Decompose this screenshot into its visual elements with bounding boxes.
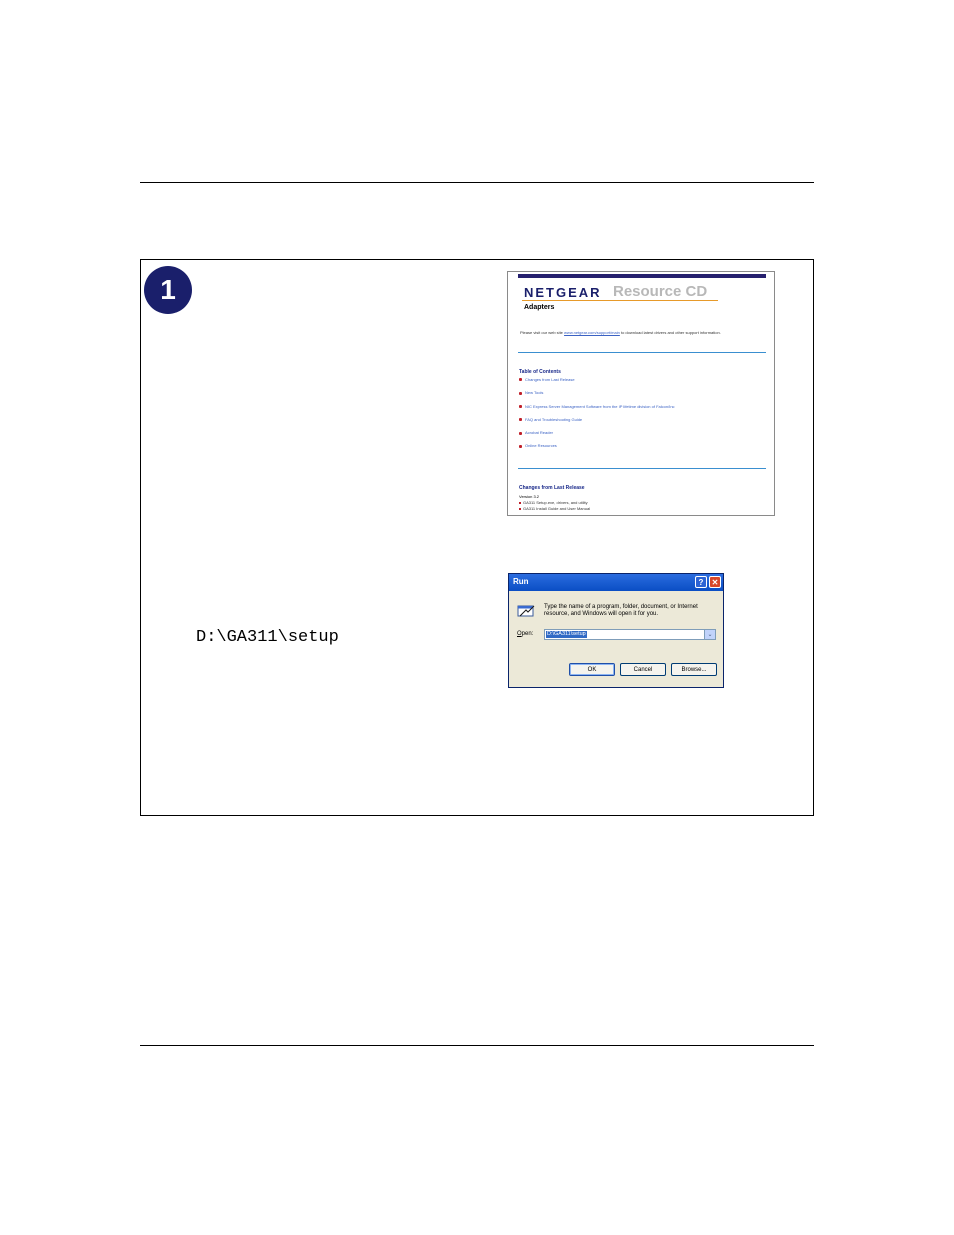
run-title: Run <box>513 577 529 586</box>
bullet-icon <box>519 508 521 510</box>
help-button[interactable]: ? <box>695 576 707 588</box>
open-label: Open: <box>517 631 534 637</box>
run-dialog <box>508 573 724 688</box>
cd-divider <box>518 352 766 353</box>
run-titlebar[interactable] <box>509 574 723 591</box>
bullet-icon <box>519 502 521 504</box>
cd-support-link[interactable]: www.netgear.com/support/main <box>564 330 620 335</box>
cd-toc-title: Table of Contents <box>519 369 561 375</box>
open-input[interactable] <box>544 629 716 640</box>
browse-button[interactable]: Browse... <box>671 663 717 676</box>
cd-change-item: GA311 Setup.exe, drivers, and utility <box>519 500 590 506</box>
header-rule <box>140 182 814 183</box>
cd-changes-title: Changes from Last Release <box>519 485 585 491</box>
cd-toc-item[interactable]: NIC Express Server Management Software from the IP lifetime division of Falcon/Inc <box>519 404 675 417</box>
cd-brand-logo: NETGEAR <box>524 285 602 300</box>
bullet-icon <box>519 418 522 421</box>
cd-toc-item[interactable]: FAQ and Troubleshooting Guide <box>519 417 675 430</box>
ok-button[interactable]: OK <box>569 663 615 676</box>
cancel-button[interactable]: Cancel <box>620 663 666 676</box>
cd-toc-item[interactable]: Changes from Last Release <box>519 377 675 390</box>
cd-toc-item[interactable]: Online Resources <box>519 443 675 456</box>
cd-title-underline <box>522 300 718 301</box>
bullet-icon <box>519 378 522 381</box>
open-input-value: D:\GA311\setup <box>547 631 586 637</box>
cd-intro-after: to download latest drivers and other support information. <box>620 330 721 335</box>
bullet-icon <box>519 445 522 448</box>
cd-intro-before: Please visit our web site <box>520 330 563 335</box>
cd-toc-list <box>519 377 675 457</box>
bullet-icon <box>519 392 522 395</box>
cd-version: Version 3.2 <box>519 494 540 499</box>
cd-change-item: GA311 Install Guide and User Manual <box>519 506 590 512</box>
close-button[interactable]: ✕ <box>709 576 721 588</box>
run-description: Type the name of a program, folder, document, or Internet resource, and Windows will open it for you. <box>544 604 698 617</box>
cd-toc-item[interactable]: New Tools <box>519 390 675 403</box>
bullet-icon <box>519 405 522 408</box>
step-number-badge: 1 <box>144 266 192 314</box>
cd-top-bar <box>518 274 766 278</box>
resource-cd-screenshot <box>507 271 775 516</box>
footer-rule <box>140 1045 814 1046</box>
run-program-icon <box>517 604 537 618</box>
cd-subtitle: Adapters <box>524 304 555 311</box>
cd-changes-list <box>519 500 590 512</box>
chevron-down-icon[interactable]: ⌄ <box>704 630 715 639</box>
cd-intro-text <box>520 330 770 335</box>
cd-title: Resource CD <box>613 283 708 300</box>
cd-divider <box>518 468 766 469</box>
setup-command-text: D:\GA311\setup <box>196 628 339 647</box>
bullet-icon <box>519 432 522 435</box>
cd-toc-item[interactable]: Acrobat Reader <box>519 430 675 443</box>
